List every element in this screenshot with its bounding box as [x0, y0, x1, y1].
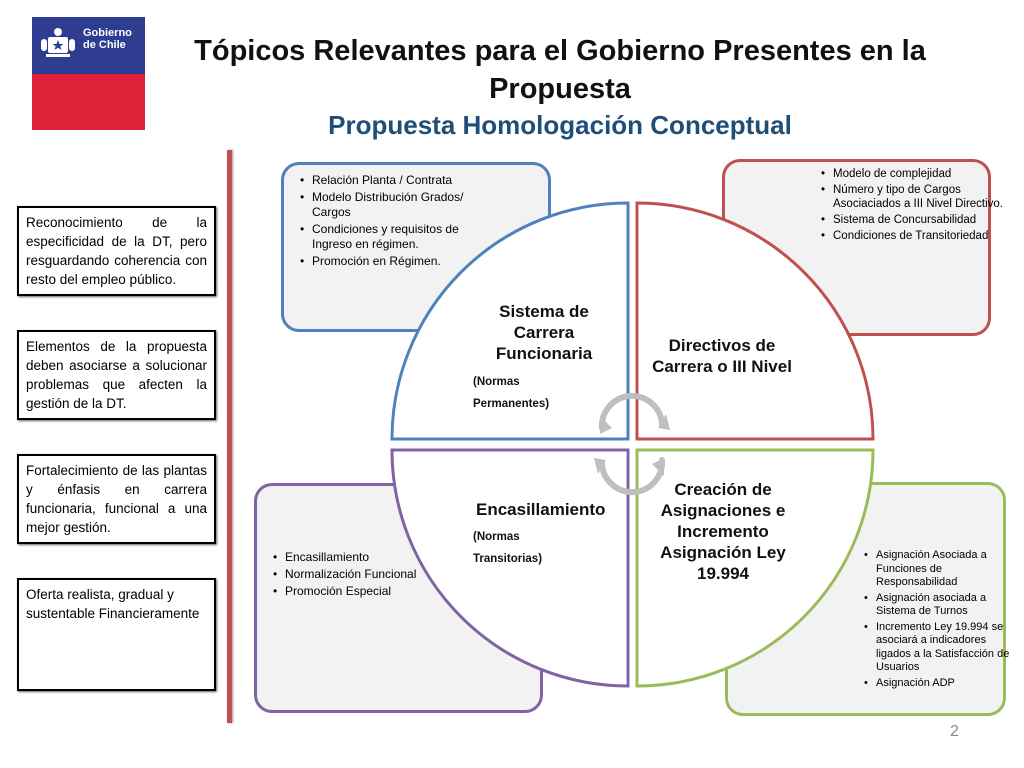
- list-item: • Modelo de complejidad: [833, 167, 1003, 181]
- list-item: • Condiciones y requisitos de Ingreso en régimen.: [312, 222, 492, 252]
- page-number: 2: [950, 723, 959, 740]
- quadrant-title-carrera: Sistema de Carrera Funcionaria: [495, 302, 593, 363]
- page-subtitle: Propuesta Homologación Conceptual: [328, 110, 792, 140]
- list-item: • Condiciones de Transitoriedad: [833, 229, 1003, 243]
- left-box-1: Reconocimiento de la especificidad de la DT, pero resguardando coherencia con resto del empleo público.: [17, 206, 216, 296]
- left-box-3: Fortalecimiento de las plantas y énfasis en carrera funcionaria, funcional a una mejor gestión.: [17, 454, 216, 544]
- left-box-2: Elementos de la propuesta deben asociarse a solucionar problemas que afecten la gestión de la DT.: [17, 330, 216, 420]
- list-item: • Encasillamiento: [285, 550, 465, 565]
- list-item: • Incremento Ley 19.994 se asociará a indicadores ligados a la Satisfacción de Usuarios: [876, 621, 1016, 675]
- quadrant-title-directivos: Directivos de Carrera o III Nivel: [652, 336, 792, 376]
- quadrant-title-asignaciones: Creación de Asignaciones e Incremento Asignación Ley 19.994: [660, 480, 786, 583]
- note-line: Transitorias): [473, 553, 543, 565]
- left-box-4: Oferta realista, gradual y sustentable Financieramente: [17, 578, 216, 691]
- list-item: • Promoción Especial: [285, 584, 465, 599]
- list-item: • Número y tipo de Cargos Asociaciados a III Nivel Directivo.: [833, 183, 1003, 211]
- note-line: (Normas: [473, 376, 520, 388]
- quadrant-title-encasillamiento: Encasillamiento: [476, 500, 606, 519]
- logo-line-1: Gobierno: [83, 27, 132, 39]
- page-title: Tópicos Relevantes para el Gobierno Presentes en la Propuesta: [194, 35, 926, 105]
- quadrant-top-right: [637, 203, 873, 439]
- list-item: • Promoción en Régimen.: [312, 254, 492, 269]
- list-item: • Sistema de Concursabilidad: [833, 213, 1003, 227]
- list-item: • Relación Planta / Contrata: [312, 173, 492, 188]
- note-line: Permanentes): [473, 398, 550, 410]
- note-line: (Normas: [473, 531, 520, 543]
- logo-line-2: de Chile: [83, 39, 126, 51]
- list-item: • Modelo Distribución Grados/ Cargos: [312, 190, 492, 220]
- quadrant-note-encasillamiento: [473, 526, 542, 570]
- quadrant-note-carrera: [473, 371, 549, 415]
- list-item: • Asignación ADP: [876, 677, 1016, 691]
- list-item: • Normalización Funcional: [285, 567, 465, 582]
- list-item: • Asignación asociada a Sistema de Turnos: [876, 592, 1016, 619]
- list-item: • Asignación Asociada a Funciones de Responsabilidad: [876, 549, 1016, 590]
